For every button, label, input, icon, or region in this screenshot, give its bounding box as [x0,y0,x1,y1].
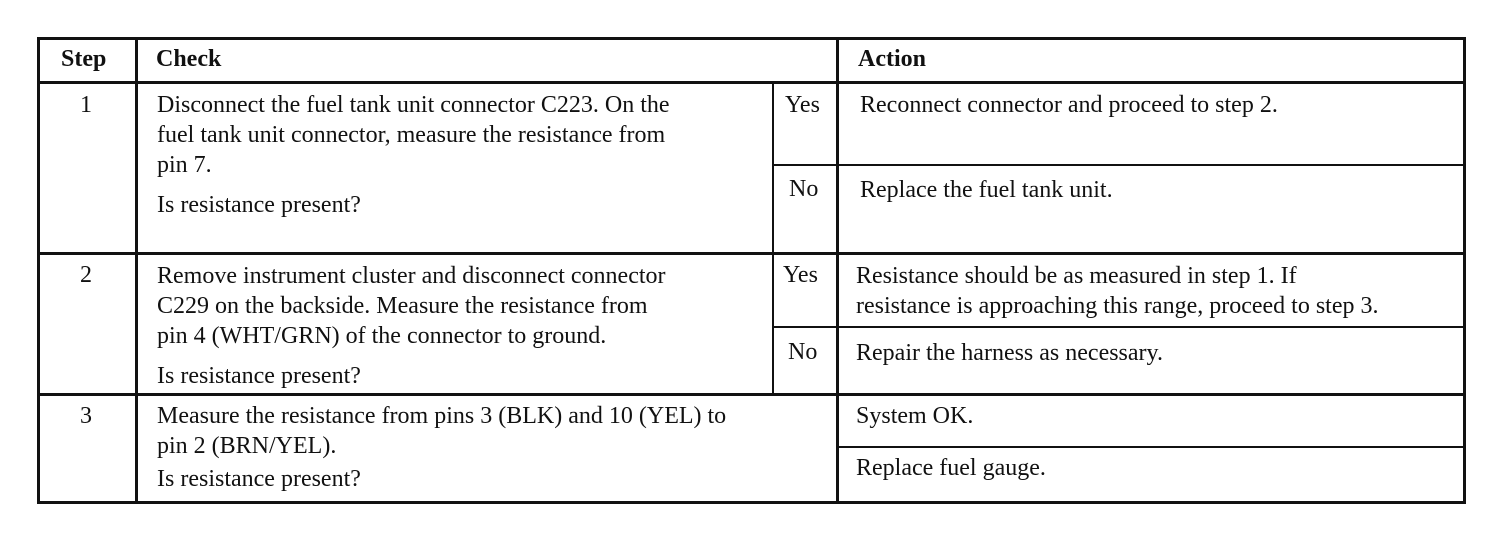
row2-yes-action-line2: resistance is approaching this range, proceed to step 3. [856,293,1379,319]
row1-yes-no-divider [773,164,1466,166]
step-column-divider [135,37,138,504]
row2-yes-no-divider [773,326,1466,328]
row2-no-action: Repair the harness as necessary. [856,340,1163,366]
row2-yes-label: Yes [783,262,818,288]
row3-yes-action: System OK. [856,403,974,429]
row1-yes-action: Reconnect connector and proceed to step 2. [860,92,1278,118]
yes-no-column-divider [772,84,774,393]
row1-step-number: 1 [80,92,92,118]
row3-check-line1: Measure the resistance from pins 3 (BLK) and 10 (YEL) to [157,403,727,429]
check-action-divider [836,37,839,504]
row3-no-action: Replace fuel gauge. [856,455,1046,481]
row2-check-line1: Remove instrument cluster and disconnect connector [157,263,666,289]
row3-question: Is resistance present? [157,466,361,492]
row2-row3-divider [37,393,1466,396]
row2-question: Is resistance present? [157,363,361,389]
row1-row2-divider [37,252,1466,255]
row1-no-label: No [789,176,819,202]
row1-question: Is resistance present? [157,192,361,218]
row2-check-line3: pin 4 (WHT/GRN) of the connector to ground. [157,323,607,349]
header-divider [37,81,1466,84]
row2-step-number: 2 [80,262,92,288]
header-check: Check [156,46,222,72]
row3-check-line2: pin 2 (BRN/YEL). [157,433,337,459]
row2-yes-action-line1: Resistance should be as measured in step 1. If [856,263,1297,289]
row2-no-label: No [788,339,818,365]
row3-action-divider [838,446,1466,448]
row2-check-line2: C229 on the backside. Measure the resistance from [157,293,648,319]
row3-step-number: 3 [80,403,92,429]
row1-check-line3: pin 7. [157,152,212,178]
row1-check-line2: fuel tank unit connector, measure the resistance from [157,122,666,148]
header-step: Step [61,46,107,72]
row1-check-line1: Disconnect the fuel tank unit connector C223. On the [157,92,670,118]
row1-yes-label: Yes [785,92,820,118]
row1-no-action: Replace the fuel tank unit. [860,177,1113,203]
header-action: Action [858,46,926,72]
